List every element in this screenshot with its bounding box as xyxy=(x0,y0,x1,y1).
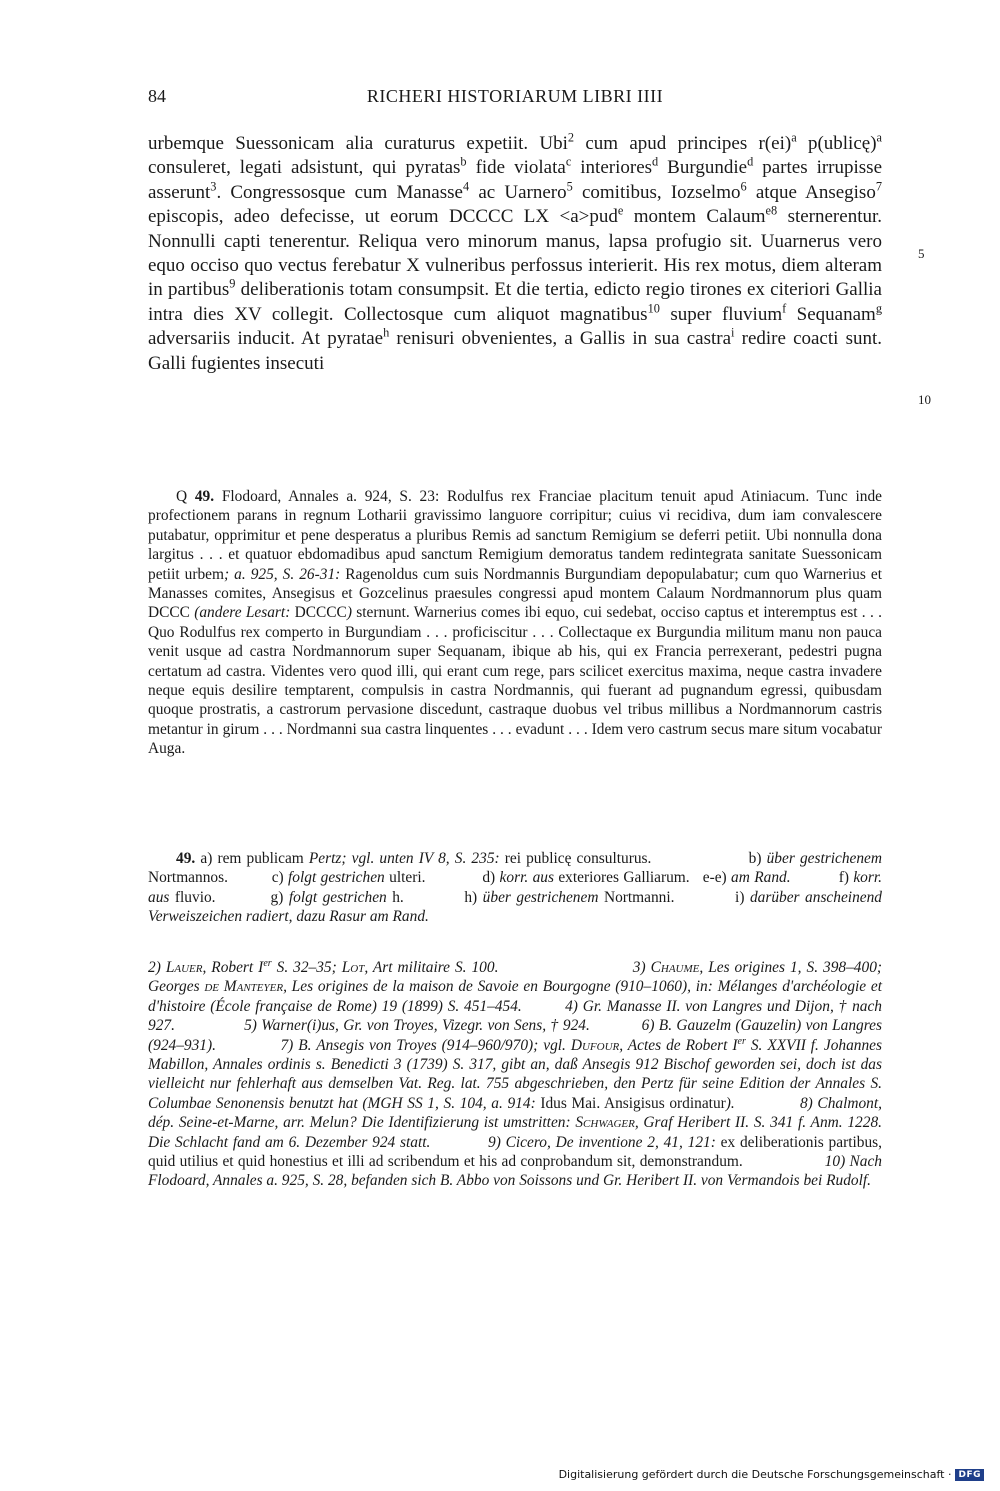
source-quotation: Q 49. Flodoard, Annales a. 924, S. 23: Rodulfus rex Franciae placitum tenuit apud Atiniacum. Tunc inde profectionem parans in regnum Lotharii gravissimo languore corripitur; cuius vi recidiva, dum iam convalescere putabatur, opprimitur et pene desperatus a pluribus Remis ad sanctum Remigium se deferri petiit. Ubi nonnulla dona largitus . . . et quatuor ebdomadibus apud sanctum Remigium demoratus tandem redintegrata sanitate Suessonicam petiit urbem; a. 925, S. 26-31: Ragenoldus cum suis Nordmannis Burgundiam depopulabatur; cum quo Warnerius et Manasses comites, Ansegisus et Gozcelinus praesules congressi apud montem Calaum Nordmannorum plus quam DCCC (andere Lesart: DCCCC) sternunt. Warnerius comes ibi equo, cui sedebat, occiso captus et interemptus est . . . Quo Rodulfus rex comperto in Burgundiam . . . proficiscitur . . . Collectaque ex Burgundia militum manu non pauca venit usque ad castra Nordmannorum super Sequanam, ibique ab his, qui ex Francia perrexerant, pedestri pugna certatum ad castra. Videntes vero quod illi, qui erant cum rege, pars scilicet exercitus maxima, neque castra invadere neque equis desilire temptarent, compulsis in castra Nordmannis, qui fuerant ad pugnandum egressi, quibusdam quoque prostratis, a castrorum pervasione discedunt, castraque duobus vel tribus millibus a Nordmannorum castris metantur in girum . . . Nordmanni sua castra linquentes . . . evadunt . . . Idem vero castrum secus mare situm vocabatur Auga. xyxy=(148,488,882,758)
main-text: urbemque Suessonicam alia curaturus expetiit. Ubi$^2$ cum apud principes r(ei)$^a$ p(ublicę)$^a$ consuleret, legati adsistunt, qui pyratas$^b$ fide violata$^c$ interiores$^d$ Burgundie$^d$ partes irrupisse asserunt$^3$. Congressosque cum Manasse$^4$ ac Uarnero$^5$ comitibus, Iozselmo$^6$ atque Ansegiso$^7$ episcopis, adeo defecisse, ut eorum DCCCC LX <a>pud$^e$ montem Calaum$^{e8}$ sternerentur. Nonnulli capti tenerentur. Reliqua vero minorum manus, lapsa profugio sit. Uuarnerus vero equo occiso quo vectus ferebatur X vulneribus perfossus interierit. His rex motus, diem alteram in partibus$^9$ deliberationis totam consumpsit. Et die tertia, edicto regio tirones ex citeriori Gallia intra dies XV collegit. Collectosque cum aliquot magnatibus$^{10}$ super fluvium$^f$ Sequanam$^g$ adversariis inducit. At pyratae$^h$ renisuri obvenientes, a Gallis in sua castra$^i$ redire coacti sunt. Galli fugientes insecuti xyxy=(148,130,883,374)
footer-text: Digitalisierung gefördert durch die Deutsche Forschungsgemeinschaft · xyxy=(558,1468,952,1481)
digitization-footer xyxy=(559,1468,984,1481)
critical-apparatus: 49. a) rem publicam Pertz; vgl. unten IV 8, S. 235: rei publicę consulturus. b) über gestrichenem Nortmannos. c) folgt gestrichen ulteri. d) korr. aus exteriores Galliarum. e-e) am Rand. f) korr. aus fluvio. g) folgt gestrichen h. h) über gestrichenem Nortmanni. i) darüber anscheinend Verweiszeichen radiert, dazu Rasur am Rand. xyxy=(148,850,882,926)
dfg-logo: DFG xyxy=(955,1469,984,1481)
line-number-5: 5 xyxy=(918,246,925,261)
footnotes: 2) Lauer, Robert Ier S. 32–35; Lot, Art militaire S. 100. 3) Chaume, Les origines 1, S. 398–400; Georges de Manteyer, Les origines de la maison de Savoie en Bourgogne (910–1060), in: Mélanges d'archéologie et d'histoire (École française de Rome) 19 (1899) S. 451–454. 4) Gr. Manasse II. von Langres und Dijon, † nach 927. 5) Warner(i)us, Gr. von Troyes, Vizegr. von Sens, † 924. 6) B. Gauzelm (Gauzelin) von Langres (924–931). 7) B. Ansegis von Troyes (914–960/970); vgl. Dufour, Actes de Robert Ier S. XXVII f. Johannes Mabillon, Annales ordinis s. Benedicti 3 (1739) S. 317, gibt an, daß Ansegis 912 Bischof geworden sei, doch ist das vielleicht nur fehlerhaft aus demselben Vat. Reg. lat. 755 abgeschrieben, den Pertz für seine Edition der Annales S. Columbae Senonensis benutzt hat (MGH SS 1, S. 104, a. 914: Idus Mai. Ansigisus ordinatur). 8) Chalmont, dép. Seine-et-Marne, arr. Melun? Die Identifizierung ist umstritten: Schwager, Graf Heribert II. S. 341 f. Anm. 1228. Die Schlacht fand am 6. Dezember 924 statt. 9) Cicero, De inventione 2, 41, 121: ex deliberationis partibus, quid utilius et quid honestius et illi ad scribendum et his ad conprobandum sit, demonstrandum. 10) Nach Flodoard, Annales a. 925, S. 28, befanden sich B. Abbo von Soissons und Gr. Heribert II. von Vermandois bei Rudolf. xyxy=(148,957,883,1190)
page-header xyxy=(148,86,882,114)
page-number: 84 xyxy=(148,86,166,106)
running-title: RICHERI HISTORIARUM LIBRI IIII xyxy=(366,86,664,106)
line-number-10: 10 xyxy=(918,392,931,407)
